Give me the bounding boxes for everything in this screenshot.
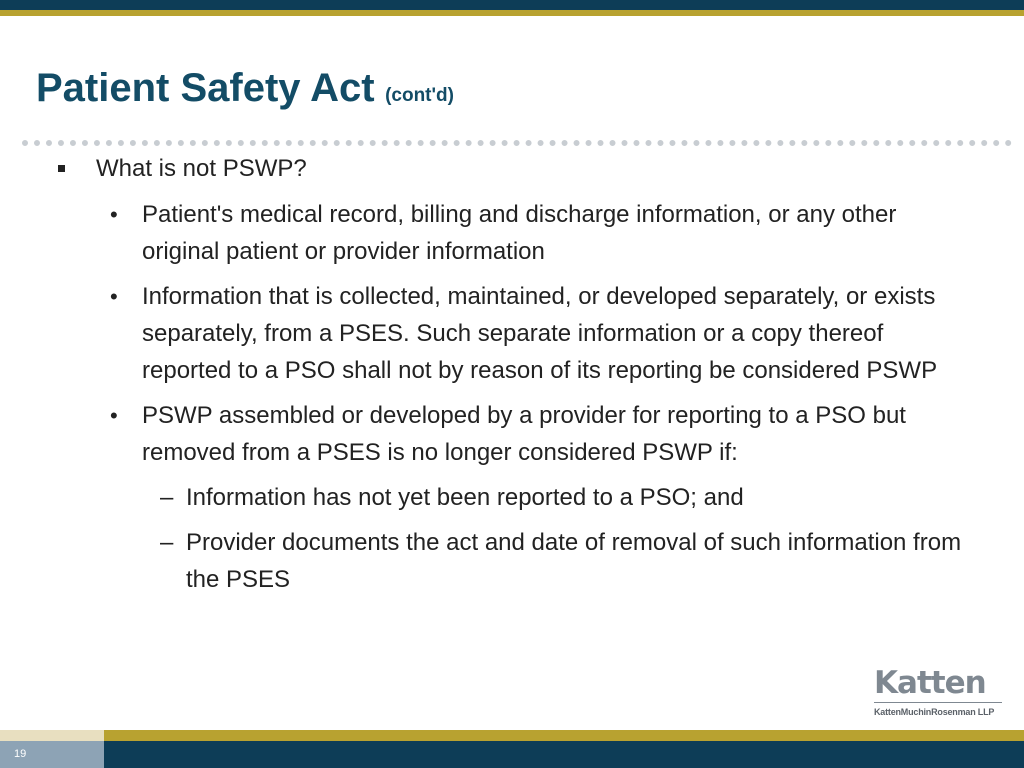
bullet-dot-icon: • — [110, 202, 118, 227]
bullet-heading — [0, 152, 1024, 186]
list-item — [0, 278, 1024, 389]
logo-wordmark: Katten — [874, 665, 986, 701]
page-number-box — [0, 730, 104, 768]
slide-subtitle: (cont'd) — [385, 85, 454, 106]
dash-bullet-icon: – — [160, 529, 174, 556]
top-navy-band — [0, 0, 1024, 10]
logo-rule — [874, 702, 1002, 703]
heading-text: What is not PSWP? — [96, 155, 307, 182]
slide-body — [0, 152, 1024, 606]
square-bullet-icon — [58, 165, 65, 172]
list-item-text: PSWP assembled or developed by a provider for reporting to a PSO but removed from a PSES is no longer considered PSWP if: — [142, 402, 906, 466]
top-gold-band — [0, 10, 1024, 16]
page-number: 19 — [14, 748, 27, 760]
bottom-navy-band — [104, 741, 1024, 768]
list-item-text: Patient's medical record, billing and discharge information, or any other original patient or provider information — [142, 201, 897, 265]
logo-firm-name: KattenMuchinRosenman LLP — [874, 707, 995, 717]
title-row — [36, 66, 454, 111]
bullet-dot-icon: • — [110, 403, 118, 428]
sub-list-item-text: Provider documents the act and date of removal of such information from the PSES — [186, 529, 962, 593]
list-item — [0, 196, 1024, 270]
slide-title: Patient Safety Act — [36, 66, 375, 110]
sub-list-item — [0, 524, 1024, 598]
sub-list-item-text: Information has not yet been reported to a PSO; and — [186, 484, 744, 511]
bullet-dot-icon: • — [110, 284, 118, 309]
list-item-text: Information that is collected, maintained, or developed separately, or exists separately, from a PSES. Such separate information or a copy thereof reported to a PSO shall not by reason of its reporting be considered PSWP — [142, 283, 938, 384]
sub-list-item — [0, 479, 1024, 516]
list-item — [0, 397, 1024, 471]
dotted-divider — [22, 140, 1012, 146]
page-box-highlight — [0, 730, 104, 741]
bottom-gold-band — [104, 730, 1024, 741]
dash-bullet-icon: – — [160, 484, 174, 511]
katten-logo — [874, 666, 1002, 717]
